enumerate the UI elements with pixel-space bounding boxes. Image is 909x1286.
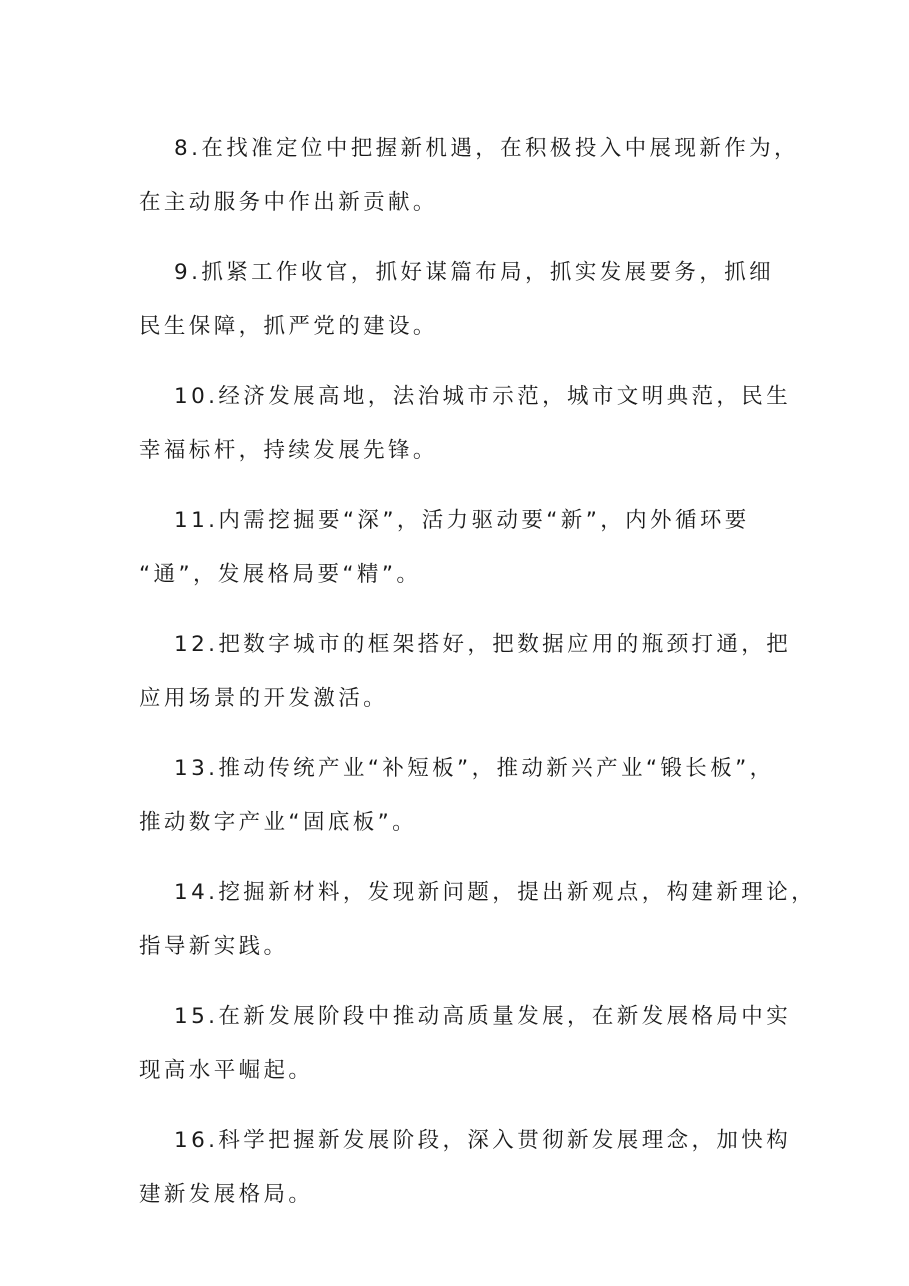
paragraph-line: 16.科学把握新发展阶段，深入贯彻新发展理念，加快构 (174, 1128, 792, 1153)
document-body (139, 122, 816, 1238)
paragraph-line: 民生保障，抓严党的建设。 (139, 313, 438, 339)
paragraph-line: 13.推动传统产业“补短板”，推动新兴产业“锻长板”， (174, 756, 775, 781)
paragraph-line: 14.挖掘新材料，发现新问题，提出新观点，构建新理论， (174, 880, 816, 905)
paragraph-9 (139, 246, 789, 353)
paragraph-line: 现高水平崛起。 (139, 1057, 314, 1083)
paragraph-10 (139, 370, 792, 477)
paragraph-line: 在主动服务中作出新贡献。 (139, 189, 438, 215)
paragraph-16 (139, 1114, 792, 1221)
paragraph-line: 应用场景的开发激活。 (139, 685, 389, 711)
paragraph-13 (139, 742, 789, 849)
paragraph-11 (139, 494, 789, 601)
paragraph-line: 幸福标杆，持续发展先锋。 (139, 437, 438, 463)
paragraph-line: 12.把数字城市的框架搭好，把数据应用的瓶颈打通，把 (174, 632, 792, 657)
paragraph-14 (139, 866, 816, 973)
paragraph-line: 建新发展格局。 (139, 1181, 314, 1207)
paragraph-line: 推动数字产业“固底板”。 (139, 809, 418, 835)
paragraph-8 (139, 122, 799, 229)
paragraph-15 (139, 990, 792, 1097)
paragraph-line: 指导新实践。 (139, 933, 289, 959)
paragraph-line: 9.抓紧工作收官，抓好谋篇布局，抓实发展要务，抓细 (174, 260, 775, 285)
paragraph-line: 8.在找准定位中把握新机遇，在积极投入中展现新作为， (174, 136, 799, 161)
paragraph-line: “通”，发展格局要“精”。 (139, 561, 422, 587)
paragraph-line: 15.在新发展阶段中推动高质量发展，在新发展格局中实 (174, 1004, 792, 1029)
paragraph-12 (139, 618, 792, 725)
paragraph-line: 10.经济发展高地，法治城市示范，城市文明典范，民生 (174, 384, 792, 409)
paragraph-line: 11.内需挖掘要“深”，活力驱动要“新”，内外循环要 (174, 508, 750, 533)
